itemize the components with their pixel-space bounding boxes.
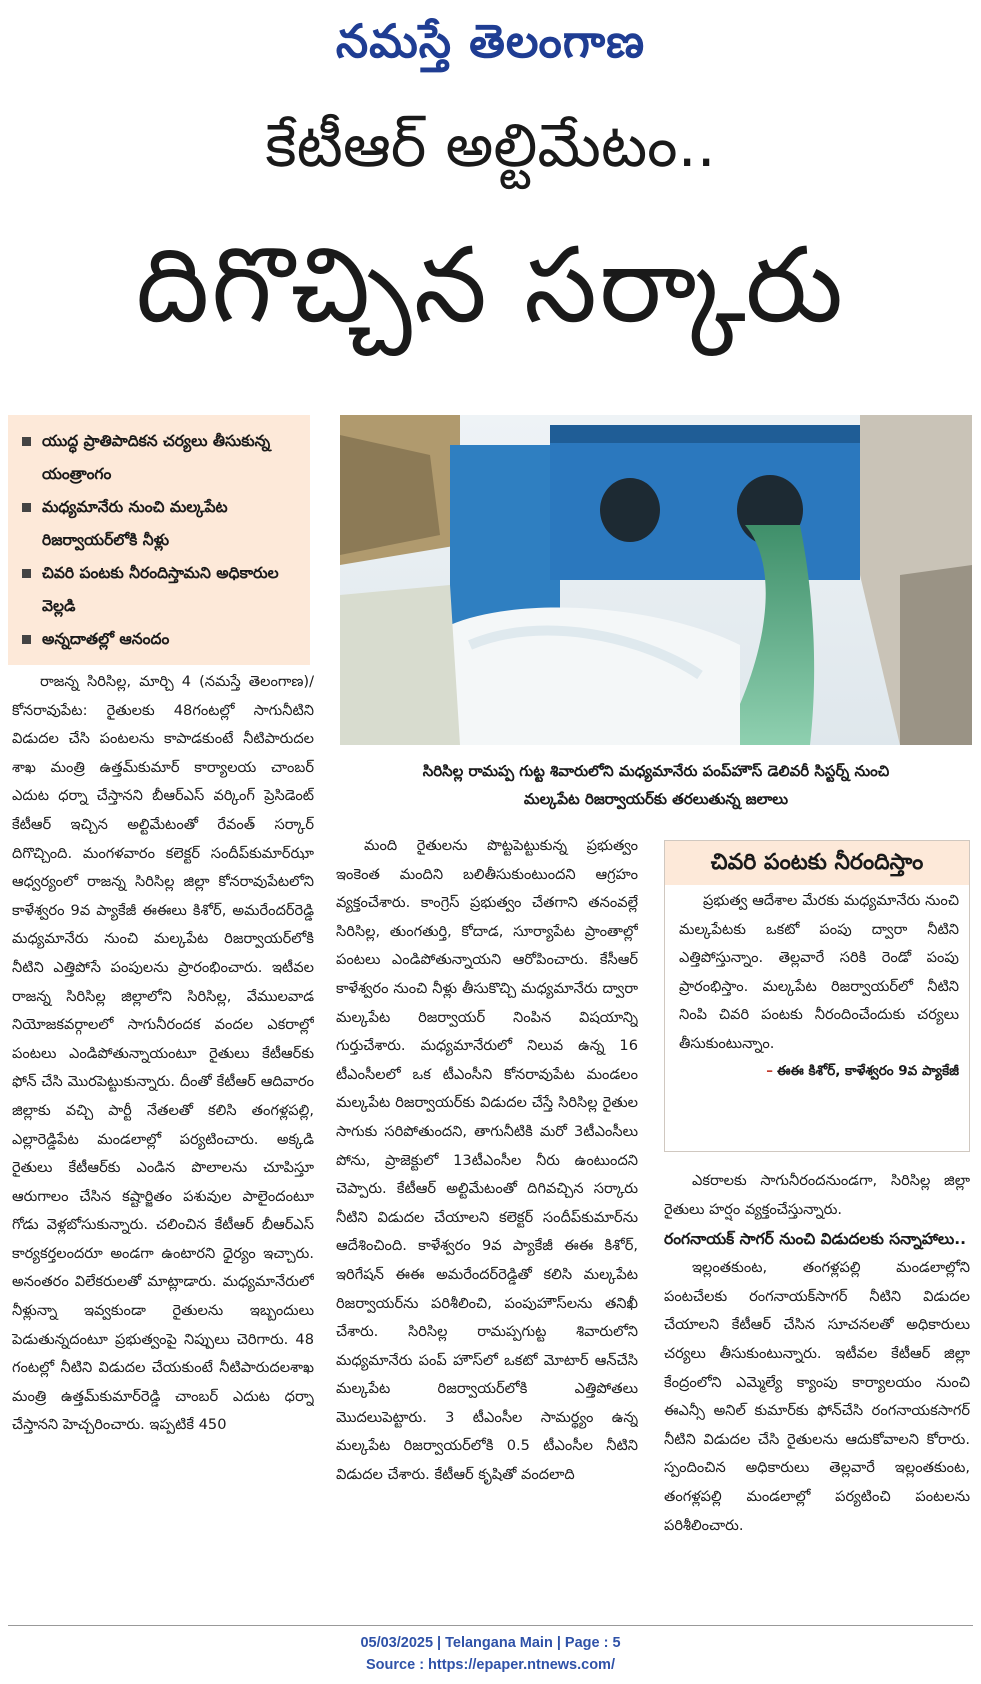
box-title: చివరి పంటకు నీరందిస్తాం — [665, 841, 969, 885]
footer-divider — [8, 1625, 973, 1626]
attribution-dash: – — [766, 1062, 773, 1079]
highlight-item: యుద్ధ ప్రాతిపాదికన చర్యలు తీసుకున్న యంత్రాంగం — [22, 425, 300, 491]
page-footer — [0, 1632, 981, 1676]
article-paragraph: ఎకరాలకు సాగునీరందనుండగా, సిరిసిల్ల జిల్లా రైతులు హర్షం వ్యక్తంచేస్తున్నారు. — [664, 1172, 970, 1218]
article-column-1 — [12, 668, 314, 1620]
box-attribution — [665, 1059, 969, 1082]
highlight-item: అన్నదాతల్లో ఆనందం — [22, 623, 300, 656]
news-photo-pumphouse — [340, 415, 972, 745]
highlights-box — [8, 415, 310, 665]
attribution-text: ఈఈ కిశోర్, కాళేశ్వరం 9వ ప్యాకేజీ — [777, 1062, 959, 1079]
masthead-logo: నమస్తే తెలంగాణ — [335, 14, 646, 68]
caption-line-2: మల్కపేట రిజర్వాయర్‌కు తరలుతున్న జలాలు — [523, 790, 789, 808]
headline-line-2: దిగొచ్చిన సర్కారు — [135, 224, 846, 346]
article-column-3 — [664, 1167, 970, 1622]
box-paragraph: ప్రభుత్వ ఆదేశాల మేరకు మధ్యమానేరు నుంచి మల్కపేటకు ఒకటో పంపు ద్వారా నీటిని ఎత్తిపోస్తున్నాం. తెల్లవారే సరికి రెండో పంపు ప్రారంభిస్తాం. మల్కపేట రిజర్వాయర్‌లో నీటిని నింపి చివరి పంటకు నీరందించేందుకు చర్యలు తీసుకుంటున్నాం. — [679, 892, 959, 1052]
article-paragraph: మంది రైతులను పొట్టపెట్టుకున్న ప్రభుత్వం ఇంకెంత మందిని బలితీసుకుంటుందని ఆగ్రహం వ్యక్తంచేశారు. కాంగ్రెస్ ప్రభుత్వం చేతగాని తనంవల్లే సిరిసిల్ల, తుంగతుర్తి, కోదాడ, సూర్యాపేట ప్రాంతాల్లో పంటలు ఎండిపోతున్నాయని ఆరోపించారు. కేసీఆర్ కాళేశ్వరం నుంచి నీళ్లు తీసుకొచ్చి మధ్యమానేరు ద్వారా మల్కపేట రిజర్వాయర్ నింపిన విషయాన్ని గుర్తుచేశారు. మధ్యమానేరులో నిలువ ఉన్న 16 టీఎంసీలలో ఒక టీఎంసీని కోనరావుపేట మండలం మల్కపేట రిజర్వాయర్‌కు విడుదల చేస్తే సిరిసిల్ల రైతుల సాగుకు సరిపోతుందని, తాగునీటికి మరో 3టీఎంసీలు పోను, ప్రాజెక్టులో 13టీఎంసీల నీరు ఉంటుందని చెప్పారు. కేటీఆర్ అల్టిమేటంతో దిగివచ్చిన సర్కారు నీటిని విడుదల చేయాలని కలెక్టర్ సందీప్‌కుమార్‌ను ఆదేశించింది. కాళేశ్వరం 9వ ప్యాకేజీ ఈఈ కిశోర్, ఇరిగేషన్ ఈఈ అమరేందర్‌రెడ్డితో కలిసి మల్కపేట రిజర్వాయర్‌ను పరిశీలించి, పంపుహౌస్‌లను తనిఖీ చేశారు. సిరిసిల్ల రామప్పగుట్ట శివారులోని మధ్యమానేరు పంప్ హౌస్‌లో ఒకటో మోటార్ ఆన్‌చేసి మల్కపేట రిజర్వాయర్‌లోకి ఎత్తిపోతలు మొదలుపెట్టారు. 3 టీఎంసీల సామర్థ్యం ఉన్న మల్కపేట రిజర్వాయర్‌లోకి 0.5 టీఎంసీల నీటిని విడుదల చేశారు. కేటీఆర్ కృషితో వందలాది — [336, 837, 638, 1484]
photo-caption — [340, 757, 972, 813]
article-paragraph: ఇల్లంతకుంట, తంగళ్లపల్లి మండలాల్లోని పంటచేలకు రంగనాయక్‌సాగర్ నీటిని విడుదల చేయాలని కేటీఆర్ చేసిన సూచనలతో అధికారులు చర్యలు తీసుకుంటున్నారు. ఇటీవల కేటీఆర్ జిల్లా కేంద్రంలోని ఎమ్మెల్యే క్యాంపు కార్యాలయం నుంచి ఈఎన్సీ అనిల్ కుమార్‌కు ఫోన్‌చేసి రంగనాయకసాగర్ నీటిని విడుదల చేసి రైతులను ఆదుకోవాలని కోరారు. స్పందించిన అధికారులు తెల్లవారే ఇల్లంతకుంట, తంగళ్లపల్లి మండలాల్లో పర్యటించి పంటలను పరిశీలించారు. — [664, 1259, 970, 1534]
article-paragraph: రాజన్న సిరిసిల్ల, మార్చి 4 (నమస్తే తెలంగాణ)/ కోనరావుపేట: రైతులకు 48గంటల్లో సాగునీటిని విడుదల చేసి పంటలను కాపాడకుంటే నీటిపారుదల శాఖ మంత్రి ఉత్తమ్‌కుమార్ కార్యాలయ చాంబర్ ఎదుట ధర్నా చేస్తానని బీఆర్‌ఎస్ వర్కింగ్ ప్రెసిడెంట్ కేటీఆర్ ఇచ్చిన అల్టిమేటంతో రేవంత్ సర్కార్ దిగొచ్చింది. మంగళవారం కలెక్టర్ సందీప్‌కుమార్‌ఝా ఆధ్వర్యంలో రాజన్న సిరిసిల్ల జిల్లా కోనరావుపేటలోని కాళేశ్వరం 9వ ప్యాకేజీ ఈఈలు కిశోర్, అమరేందర్‌రెడ్డి మధ్యమానేరు నుంచి మల్కపేట రిజర్వాయర్‌లోకి నీటిని ఎత్తిపోసే పంపులను ప్రారంభించారు. ఇటీవల రాజన్న సిరిసిల్ల జిల్లాలోని సిరిసిల్ల, వేములవాడ నియోజకవర్గాలలో సాగునీరందక వందల ఎకరాల్లో పంటలు ఎండిపోతున్నాయంటూ రైతులు కేటీఆర్‌కు ఫోన్ చేసి మొరపెట్టుకున్నారు. దీంతో కేటీఆర్ ఆదివారం జిల్లాకు వచ్చి పార్టీ నేతలతో కలిసి తంగళ్లపల్లి, ఎల్లారెడ్డిపేట మండలాల్లో పర్యటించారు. అక్కడి రైతులు కేటీఆర్‌కు ఎండిన పొలాలను చూపిస్తూ ఆరుగాలం చేసిన కష్టార్జితం పశువుల పాలైందంటూ గోడు వెళ్లబోసుకున్నారు. చలించిన కేటీఆర్ బీఆర్‌ఎస్ కార్యకర్తలందరూ అండగా ఉంటారని ధైర్యం ఇచ్చారు. అనంతరం విలేకరులతో మాట్లాడారు. మధ్యమానేరులో నీళ్లున్నా ఇవ్వకుండా రైతులను ఇబ్బందులు పెడుతున్నదంటూ ప్రభుత్వంపై నిప్పులు చెరిగారు. 48 గంటల్లో నీటిని విడుదల చేయకుంటే నీటిపారుదలశాఖ మంత్రి ఉత్తమ్‌కుమార్‌రెడ్డి చాంబర్ ఎదుట ధర్నా చేస్తానని హెచ్చరించారు. ఇప్పటికే 450 — [12, 673, 314, 1434]
article-column-2 — [336, 832, 638, 1620]
article-subheading: రంగనాయక్ సాగర్ నుంచి విడుదలకు సన్నాహాలు.. — [664, 1230, 967, 1249]
footer-source: Source : https://epaper.ntnews.com/ — [366, 1657, 615, 1673]
headline-line-1: కేటీఆర్ అల్టిమేటం.. — [265, 111, 716, 181]
footer-date-edition: 05/03/2025 | Telangana Main | Page : 5 — [360, 1635, 621, 1651]
highlight-item: చివరి పంటకు నీరందిస్తామని అధికారుల వెల్లడి — [22, 557, 300, 623]
box-body — [665, 885, 969, 1059]
caption-line-1: సిరిసిల్ల రామప్ప గుట్ట శివారులోని మధ్యమానేరు పంప్‌హౌస్ డెలివరీ సిస్టర్న్ నుంచి — [422, 762, 890, 780]
sidebar-quote-box — [664, 840, 970, 1152]
highlight-item: మధ్యమానేరు నుంచి మల్కపేట రిజర్వాయర్‌లోకి నీళ్లు — [22, 491, 300, 557]
